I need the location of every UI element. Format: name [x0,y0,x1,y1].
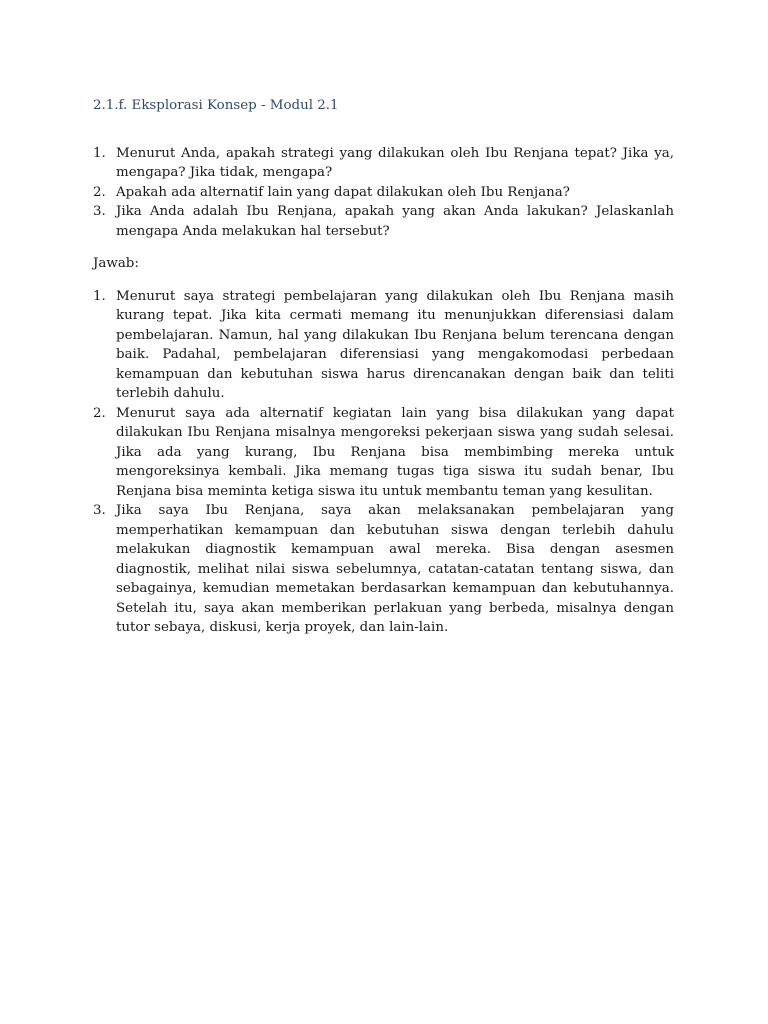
question-number: 3. [93,204,106,219]
question-text: Jika Anda adalah Ibu Renjana, apakah yang akan Anda lakukan? Jelaskanlah mengapa Anda melakukan hal tersebut? [116,204,674,239]
answer-list [93,287,674,638]
answer-text: Jika saya Ibu Renjana, saya akan melaksanakan pembelajaran yang memperhatikan kemampuan dan kebutuhan siswa dengan terlebih dahulu melakukan diagnostik kemampuan awal mereka. Bisa dengan asesmen diagnostik, melihat nilai siswa sebelumnya, catatan-catatan tentang siswa, dan sebagainya, kemudian memetakan berdasarkan kemampuan dan kebutuhannya. Setelah itu, saya akan memberikan perlakuan yang berbeda, misalnya dengan tutor sebaya, diskusi, kerja proyek, dan lain-lain. [116,503,674,635]
answer-text: Menurut saya ada alternatif kegiatan lain yang bisa dilakukan yang dapat dilakukan Ibu Renjana misalnya mengoreksi pekerjaan siswa yang sudah selesai. Jika ada yang kurang, Ibu Renjana bisa membimbing mereka untuk mengoreksinya kembali. Jika memang tugas tiga siswa itu sudah benar, Ibu Renjana bisa meminta ketiga siswa itu untuk membantu teman yang kesulitan. [116,405,674,499]
answer-number: 1. [93,288,106,304]
answer-item [93,404,674,502]
answer-item [93,287,674,404]
answer-text: Menurut saya strategi pembelajaran yang dilakukan oleh Ibu Renjana masih kurang tepat. Jika kita cermati memang itu menunjukkan diferensiasi dalam pembelajaran. Namun, hal yang dilakukan Ibu Renjana belum terencana dengan baik. Padahal, pembelajaran diferensiasi yang mengakomodasi perbedaan kemampuan dan kebutuhan siswa harus direncanakan dengan baik dan teliti terlebih dahulu. [116,288,674,401]
question-list [93,144,674,242]
question-number: 1. [93,145,106,161]
answer-number: 2. [93,405,106,421]
question-text: Apakah ada alternatif lain yang dapat dilakukan oleh Ibu Renjana? [116,184,570,200]
question-item [93,202,674,241]
question-item [93,183,674,203]
question-number: 2. [93,184,106,200]
question-item [93,144,674,183]
document-page [93,96,674,638]
document-title: 2.1.f. Eksplorasi Konsep - Modul 2.1 [93,98,339,113]
question-text: Menurut Anda, apakah strategi yang dilakukan oleh Ibu Renjana tepat? Jika ya, mengapa? Jika tidak, mengapa? [116,145,674,180]
answer-item [93,501,674,638]
answer-number: 3. [93,503,106,518]
answer-label: Jawab: [93,256,139,271]
